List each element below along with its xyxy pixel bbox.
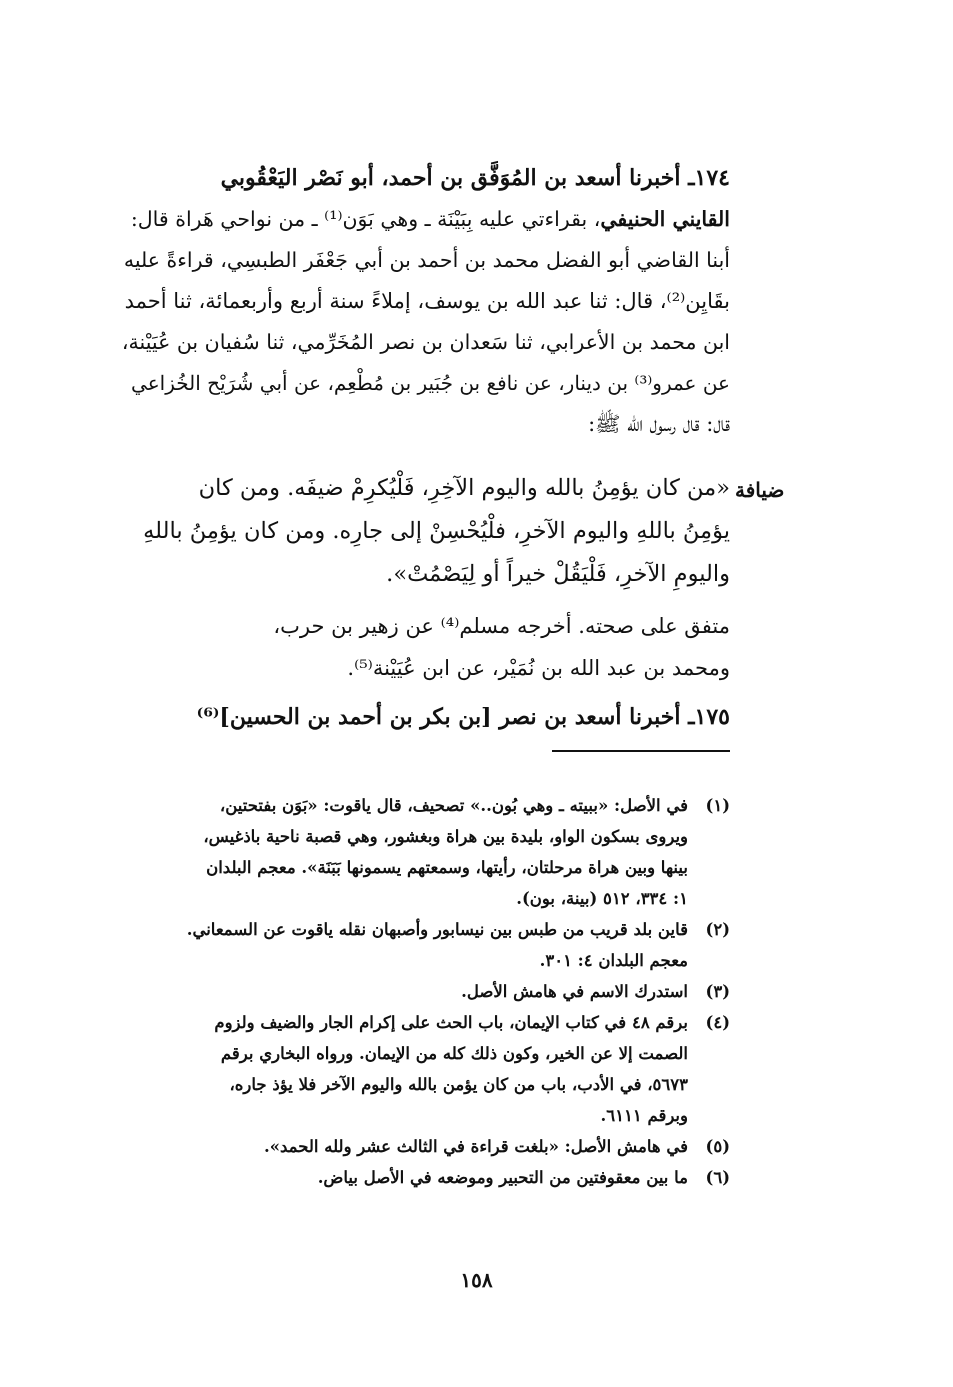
footnote-number: (٤): [705, 1013, 730, 1032]
footnote-3: [118, 976, 730, 1007]
entry-174-line: [118, 199, 730, 240]
footnote-text: [118, 790, 688, 914]
footnote-text: [118, 1131, 688, 1162]
footnote-line: في الأصل: «ببيته ـ وهي بُون..» تصحيف، قال ياقوت: «بَوَن بفتحتين،: [219, 796, 688, 815]
footnote-4: [118, 1007, 730, 1131]
footnote-line: استدرك الاسم في هامش الأصل.: [461, 982, 688, 1001]
footnote-line: ويروى بسكون الواو، بليدة بين هراة وبغشور، وهي قصبة ناحية باذغيس،: [203, 827, 688, 846]
entry-174-line: ابن محمد بن الأعرابي، ثنا سَعدان بن نصر المُخَرِّمي، ثنا سُفيان بن عُيَيْنة،: [121, 330, 730, 354]
footnote-text: [118, 1007, 688, 1131]
footnote-text: [118, 976, 688, 1007]
entry-174-line-rest: ، بقراءتي عليه بِبَيْنَة ـ وهي بَوَن⁽¹⁾ ـ من نواحي هَراة قال:: [130, 207, 601, 231]
footnote-line: بينها وبين هراة مرحلتان، رأيتها، وسمعتهم يسمونها بَبَنَة». معجم البلدان: [206, 858, 688, 877]
entry-174-heading-line: ١٧٤ـ أخبرنا أسعد بن المُوَفَّق بن أحمد، أبو نَصْر اليَعْقُوبي: [220, 165, 730, 191]
footnote-line: قاين بلد قريب من طبس بين نيسابور وأصبهان نقله ياقوت عن السمعاني.: [186, 920, 688, 939]
entry-175-heading: [118, 696, 730, 738]
footnote-line: في هامش الأصل: «بلغت قراءة في الثالث عشر ولله الحمد».: [263, 1137, 688, 1156]
footnote-1: [118, 790, 730, 914]
footnote-line: ٥٦٧٣، في الأدب، باب من كان يؤمن بالله واليوم الآخر فلا يؤذ جاره،: [229, 1075, 688, 1094]
footnote-text: [118, 914, 688, 976]
hadith-text: [118, 467, 730, 596]
margin-note-topic: ضيافة: [735, 478, 785, 502]
entry-174-line: بقَايِن⁽²⁾، قال: ثنا عبد الله بن يوسف، إملاءً سنة أربع وأربعمائة، ثنا أحمد: [124, 289, 730, 313]
footnote-number: (٦): [705, 1168, 730, 1187]
entry-174: [118, 158, 730, 445]
footnote-line: معجم البلدان ٤: ٣٠١.: [539, 951, 688, 970]
footnote-line: وبرقم ٦١١١.: [600, 1106, 688, 1125]
entry-175-heading-line: ١٧٥ـ أخبرنا أسعد بن نصر [بن بكر بن أحمد بن الحسين]⁽⁶⁾: [196, 704, 730, 730]
entry-174-line: قال: قال رسول الله ﷺ:: [588, 412, 730, 436]
footnote-6: [118, 1162, 730, 1193]
footnote-line: برقم ٤٨ في كتاب الإيمان، باب الحث على إكرام الجار والضيف ولزوم: [214, 1013, 688, 1032]
entry-174-line: أبنا القاضي أبو الفضل محمد بن أحمد بن أبي جَعْفَر الطبسِي، قراءةً عليه: [123, 248, 730, 272]
footnote-line: ما بين معقوفتين من التحبير وموضعه في الأصل بياض.: [317, 1168, 688, 1187]
footnote-line: الصمت إلا عن الخير، وكون ذلك كله من الإيمان. ورواه البخاري برقم: [220, 1044, 688, 1063]
footnote-5: [118, 1131, 730, 1162]
footnote-number: (٣): [705, 982, 730, 1001]
footnote-line: ١: ٣٣٤، ٥١٢ (بينة، بون).: [516, 889, 688, 908]
footnote-number: (١): [705, 796, 730, 815]
entry-174-line: عن عمرو⁽³⁾ بن دينار، عن نافع بن جُبَير بن مُطْعِم، عن أبي شُرَيْح الخُزاعي: [131, 371, 730, 395]
footnote-2: [118, 914, 730, 976]
takhrij-paragraph: [118, 605, 730, 689]
hadith-line: يؤمِنُ باللهِ واليوم الآخرِ، فلْيُحْسِنْ إلى جارِه. ومن كان يؤمِنُ باللهِ: [143, 518, 730, 544]
footnote-number: (٥): [705, 1137, 730, 1156]
footnote-number: (٢): [705, 920, 730, 939]
takhrij-line: متفق على صحته. أخرجه مسلم⁽⁴⁾ عن زهير بن حرب،: [273, 614, 730, 638]
footnotes: [118, 790, 730, 1193]
page-number: ١٥٨: [460, 1268, 493, 1292]
nisba-text: القايني الحنيفي: [600, 207, 730, 231]
hadith-line: واليومِ الآخرِ، فَلْيَقُلْ خيراً أو لِيَصْمُتْ».: [386, 561, 730, 587]
footnote-separator: [552, 750, 730, 752]
takhrij-line: ومحمد بن عبد الله بن نُمَيْر، عن ابن عُيَيْنة⁽⁵⁾.: [347, 656, 730, 680]
footnote-text: [118, 1162, 688, 1193]
hadith-line: «من كان يؤمِنُ بالله واليوم الآخِرِ، فَلْيُكرِمْ ضيفَه. ومن كان: [198, 475, 730, 501]
